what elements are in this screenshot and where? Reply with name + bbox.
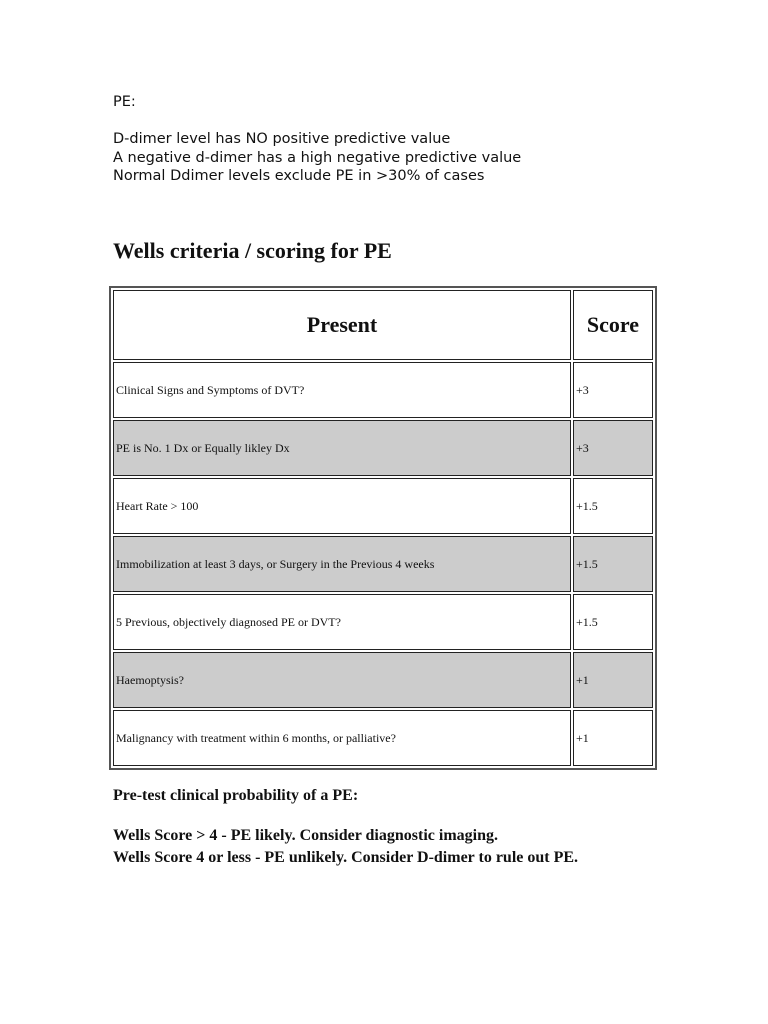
criterion-cell: Haemoptysis? — [113, 652, 571, 708]
score-cell: +1.5 — [573, 536, 653, 592]
criterion-cell: Malignancy with treatment within 6 months, or palliative? — [113, 710, 571, 766]
criterion-cell: Clinical Signs and Symptoms of DVT? — [113, 362, 571, 418]
criterion-cell: Immobilization at least 3 days, or Surgery in the Previous 4 weeks — [113, 536, 571, 592]
intro-line: A negative d-dimer has a high negative predictive value — [113, 149, 522, 166]
score-cell: +3 — [573, 362, 653, 418]
column-header-score: Score — [573, 290, 653, 360]
table-row — [113, 710, 653, 766]
criterion-cell: 5 Previous, objectively diagnosed PE or DVT? — [113, 594, 571, 650]
score-cell: +1 — [573, 710, 653, 766]
score-cell: +1.5 — [573, 478, 653, 534]
page-heading: Wells criteria / scoring for PE — [113, 238, 392, 263]
pretest-line-likely: Wells Score > 4 - PE likely. Consider diagnostic imaging. — [113, 827, 498, 844]
wells-criteria-table — [109, 286, 657, 770]
table-header-row — [113, 290, 653, 360]
footer-spacer — [113, 807, 578, 825]
criterion-cell: PE is No. 1 Dx or Equally likley Dx — [113, 420, 571, 476]
pretest-title: Pre-test clinical probability of a PE: — [113, 787, 359, 804]
criterion-cell: Heart Rate > 100 — [113, 478, 571, 534]
intro-block — [113, 93, 521, 186]
intro-title: PE: — [113, 94, 136, 110]
score-cell: +1 — [573, 652, 653, 708]
column-header-present: Present — [113, 290, 571, 360]
table-row — [113, 478, 653, 534]
intro-spacer — [113, 112, 521, 131]
score-cell: +3 — [573, 420, 653, 476]
pretest-line-unlikely: Wells Score 4 or less - PE unlikely. Consider D-dimer to rule out PE. — [113, 849, 579, 866]
pretest-probability-block — [113, 785, 578, 869]
table-row — [113, 362, 653, 418]
intro-line: Normal Ddimer levels exclude PE in >30% of cases — [113, 168, 485, 184]
table-row — [113, 420, 653, 476]
intro-line: D-dimer level has NO positive predictive value — [113, 131, 451, 147]
score-cell: +1.5 — [573, 594, 653, 650]
table-row — [113, 536, 653, 592]
table-row — [113, 652, 653, 708]
table-row — [113, 594, 653, 650]
